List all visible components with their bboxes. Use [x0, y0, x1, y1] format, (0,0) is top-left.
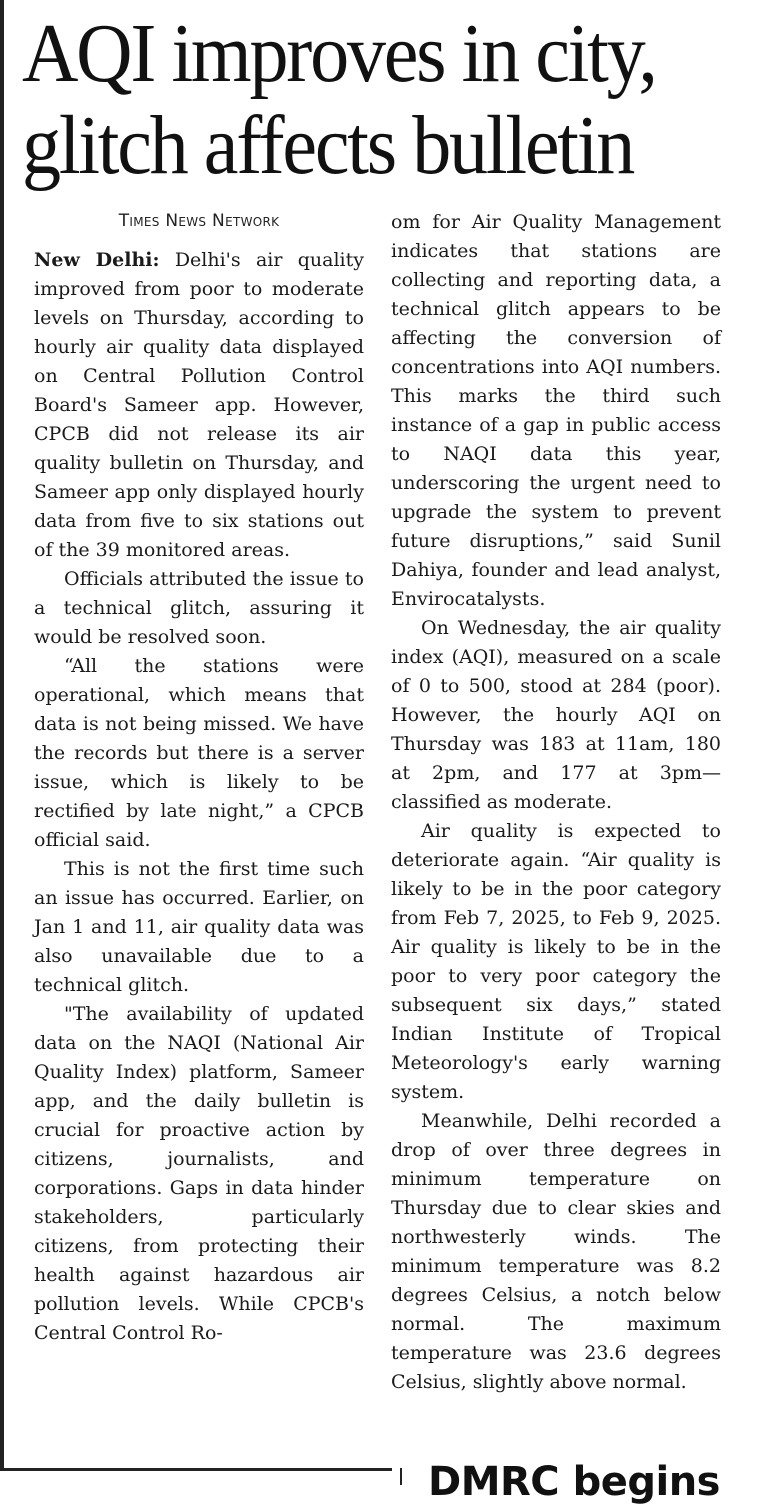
- bottom-rule: [0, 1468, 392, 1471]
- paragraph-1: [34, 246, 364, 565]
- article-column-right: [391, 208, 721, 1397]
- byline: Times News Network: [118, 211, 280, 231]
- paragraph-6: om for Air Quality Management indicates that stations are collecting and reporting data, a technical glitch appears to be affecting the conversion of concentrations into AQI numbers. This marks the third such instance of a gap in public access to NAQI data this year, underscoring the urgent need to upgrade the system to prevent future disruptions,” said Sunil Dahiya, founder and lead analyst, Envirocatalysts.: [391, 211, 721, 610]
- article-column-left: [34, 206, 364, 1348]
- dateline: New Delhi:: [34, 249, 160, 271]
- paragraph-9: Meanwhile, Delhi recorded a drop of over three degrees in minimum temperature on Thursday due to clear skies and northwesterly winds. The minimum temperature was 8.2 degrees Celsius, a notch below normal. The maximum temperature was 23.6 degrees Celsius, slightly above normal.: [391, 1110, 721, 1393]
- paragraph-1-text: Delhi's air quality improved from poor to moderate levels on Thursday, according to hourly air quality data displayed on Central Pollution Control Board's Sameer app. However, CPCB did not release its air quality bulletin on Thursday, and Sameer app only displayed hourly data from five to six stations out of the 39 monitored areas.: [34, 249, 364, 561]
- paragraph-7: On Wednesday, the air quality index (AQI), measured on a scale of 0 to 500, stood at 284 (poor). However, the hourly AQI on Thursday was 183 at 11am, 180 at 2pm, and 177 at 3pm—classified as moderate.: [391, 617, 721, 813]
- paragraph-2: Officials attributed the issue to a technical glitch, assuring it would be resolved soon.: [34, 568, 364, 648]
- left-column-rule: [0, 0, 4, 1470]
- column-divider-rule: [400, 1468, 402, 1485]
- paragraph-4: This is not the first time such an issue has occurred. Earlier, on Jan 1 and 11, air quality data was also unavailable due to a technical glitch.: [34, 858, 364, 996]
- next-article-headline: DMRC begins: [428, 1459, 720, 1505]
- paragraph-5: "The availability of updated data on the NAQI (National Air Quality Index) platform, Sameer app, and the daily bulletin is crucial for proactive action by citizens, journalists, and corporations. Gaps in data hinder stakeholders, particularly citizens, from protecting their health against hazardous air pollution levels. While CPCB's Central Control Ro-: [34, 1003, 364, 1344]
- paragraph-3: “All the stations were operational, which means that data is not being missed. We have the records but there is a server issue, which is likely to be rectified by late night,” a CPCB official said.: [34, 655, 364, 851]
- paragraph-8: Air quality is expected to deteriorate again. “Air quality is likely to be in the poor category from Feb 7, 2025, to Feb 9, 2025. Air quality is likely to be in the poor to very poor category the subsequent six days,” stated Indian Institute of Tropical Meteorology's early warning system.: [391, 820, 721, 1103]
- headline: AQI improves in city, glitch affects bulletin: [22, 7, 656, 192]
